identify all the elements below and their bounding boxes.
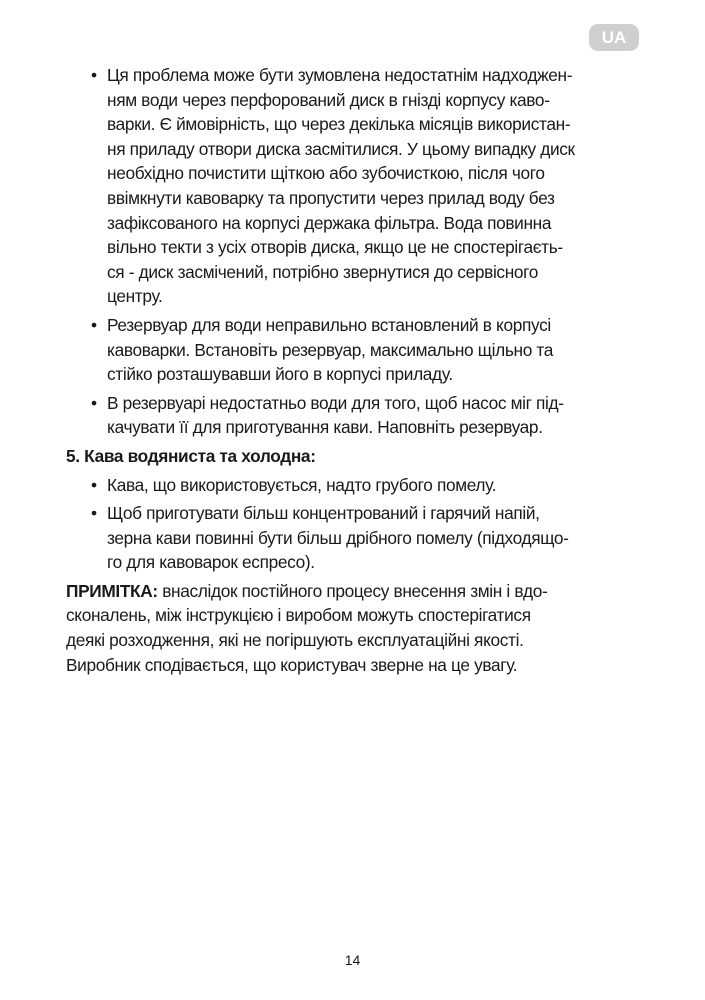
text-line: Щоб приготувати більш концентрований і гарячий напій, [107,503,540,524]
text-line: ввімкнути кавоварку та пропустити через прилад воду без [107,187,555,208]
bullet-list-section-5 [66,473,646,575]
text-line: зерна кави повинні бути більш дрібного помелу (підходящо- [107,527,569,548]
text-line: В резервуарі недостатньо води для того, щоб насос міг під- [107,392,564,413]
bullet-icon: • [91,392,97,413]
text-line: центру. [107,286,163,307]
text-line: Кава, що використовується, надто грубого помелу. [107,474,497,495]
bullet-icon: • [91,474,97,495]
note-paragraph [66,579,646,677]
text-line: ня приладу отвори диска засмітилися. У цьому випадку диск [107,138,575,159]
text-line: ням води через перфорований диск в гнізді корпусу каво- [107,89,550,110]
text-line: кавоварки. Встановіть резервуар, максимально щільно та [107,339,554,360]
text-line: варки. Є ймовірність, що через декілька місяців використан- [107,114,571,135]
list-item [66,501,646,575]
note-text-line: деякі розходження, які не погіршують експлуатаційні якості. [66,630,524,651]
text-line: стійко розташувавши його в корпусі приладу. [107,364,453,385]
list-item [66,391,646,440]
bullet-icon: • [91,503,97,524]
bullet-icon: • [91,314,97,335]
list-item [66,313,646,387]
text-line: необхідно почистити щіткою або зубочисткою, після чого [107,163,545,184]
text-line: зафіксованого на корпусі держака фільтра. Вода повинна [107,212,552,233]
text-line: Ця проблема може бути зумовлена недостатнім надходжен- [107,65,573,85]
text-line: качувати її для приготування кави. Наповніть резервуар. [107,417,543,438]
text-line: ся - диск засмічений, потрібно звернутися до сервісного [107,261,539,282]
list-item [66,63,646,309]
note-text-line: внаслідок постійного процесу внесення змін і вдо- [157,580,548,601]
text-line: Резервуар для води неправильно встановлений в корпусі [107,314,551,335]
document-body [66,63,646,677]
text-line: вільно текти з усіх отворів диска, якщо це не спостерігаєть- [107,237,563,258]
page-number: 14 [344,952,361,968]
section-heading: 5. Кава водяниста та холодна: [66,445,316,466]
list-item [66,473,646,498]
text-line: го для кавоварок еспресо). [107,552,315,573]
bullet-list-troubleshooting [66,63,646,440]
note-label: ПРИМІТКА: [66,580,158,601]
note-text-line: сконалень, між інструкцією і виробом можуть спостерігатися [66,605,531,626]
bullet-icon: • [91,65,97,85]
language-badge: UA [589,24,639,51]
note-text-line: Виробник сподівається, що користувач зверне на це увагу. [66,654,518,675]
